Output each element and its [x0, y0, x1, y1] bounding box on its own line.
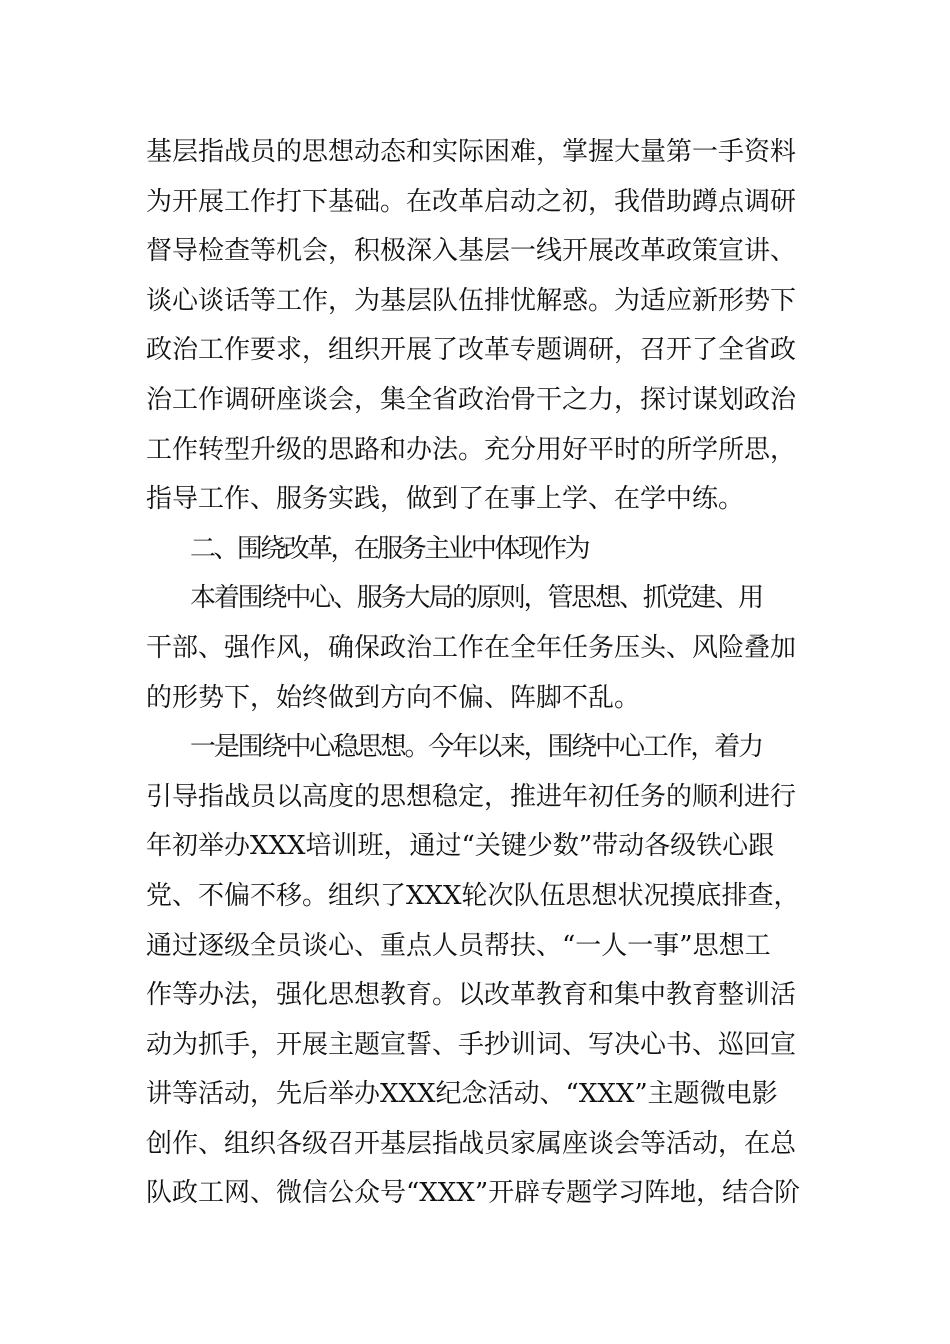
text-line: 基层指战员的思想动态和实际困难，掌握大量第一手资料 — [146, 137, 797, 167]
text-line: 作等办法，强化思想教育。以改革教育和集中教育整训活 — [146, 980, 797, 1011]
text-line: 的形势下，始终做到方向不偏、阵脚不乱。 — [146, 682, 641, 713]
text-line: 讲等活动，先后举办XXX纪念活动、“XXX”主题微电影 — [146, 1079, 778, 1110]
text-line: 引导指战员以高度的思想稳定，推进年初任务的顺利进行 — [146, 781, 797, 812]
text-line: 动为抓手，开展主题宣誓、手抄训词、写决心书、巡回宣 — [146, 1029, 797, 1060]
section-heading: 二、围绕改革，在服务主业中体现作为 — [190, 533, 588, 564]
text-line: 党、不偏不移。组织了XXX轮次队伍思想状况摸底排查， — [146, 880, 800, 911]
text-line: 指导工作、服务实践，做到了在事上学、在学中练。 — [146, 484, 745, 515]
text-line: 治工作调研座谈会，集全省政治骨干之力，探讨谋划政治 — [146, 384, 797, 415]
text-line: 本着围绕中心、服务大局的原则，管思想、抓党建、用 — [190, 583, 762, 614]
text-line: 队政工网、微信公众号“XXX”开辟专题学习阵地，结合阶 — [146, 1178, 801, 1209]
text-line: 干部、强作风，确保政治工作在全年任务压头、风险叠加 — [146, 632, 797, 663]
text-line: 通过逐级全员谈心、重点人员帮扶、“一人一事”思想工 — [146, 930, 771, 961]
text-line: 谈心谈话等工作，为基层队伍排忧解惑。为适应新形势下 — [146, 285, 797, 316]
text-line: 为开展工作打下基础。在改革启动之初，我借助蹲点调研 — [146, 186, 797, 217]
text-line: 政治工作要求，组织开展了改革专题调研，召开了全省政 — [146, 335, 797, 366]
text-line: 创作、组织各级召开基层指战员家属座谈会等活动，在总 — [146, 1128, 797, 1159]
text-line: 年初举办XXX培训班，通过“关键少数”带动各级铁心跟 — [146, 831, 775, 862]
text-line: 工作转型升级的思路和办法。充分用好平时的所学所思， — [146, 434, 797, 465]
text-line: 一是围绕中心稳思想。今年以来，围绕中心工作，着力 — [190, 732, 762, 763]
body-text — [146, 128, 806, 1219]
text-line: 督导检查等机会，积极深入基层一线开展改革政策宣讲、 — [146, 236, 797, 267]
